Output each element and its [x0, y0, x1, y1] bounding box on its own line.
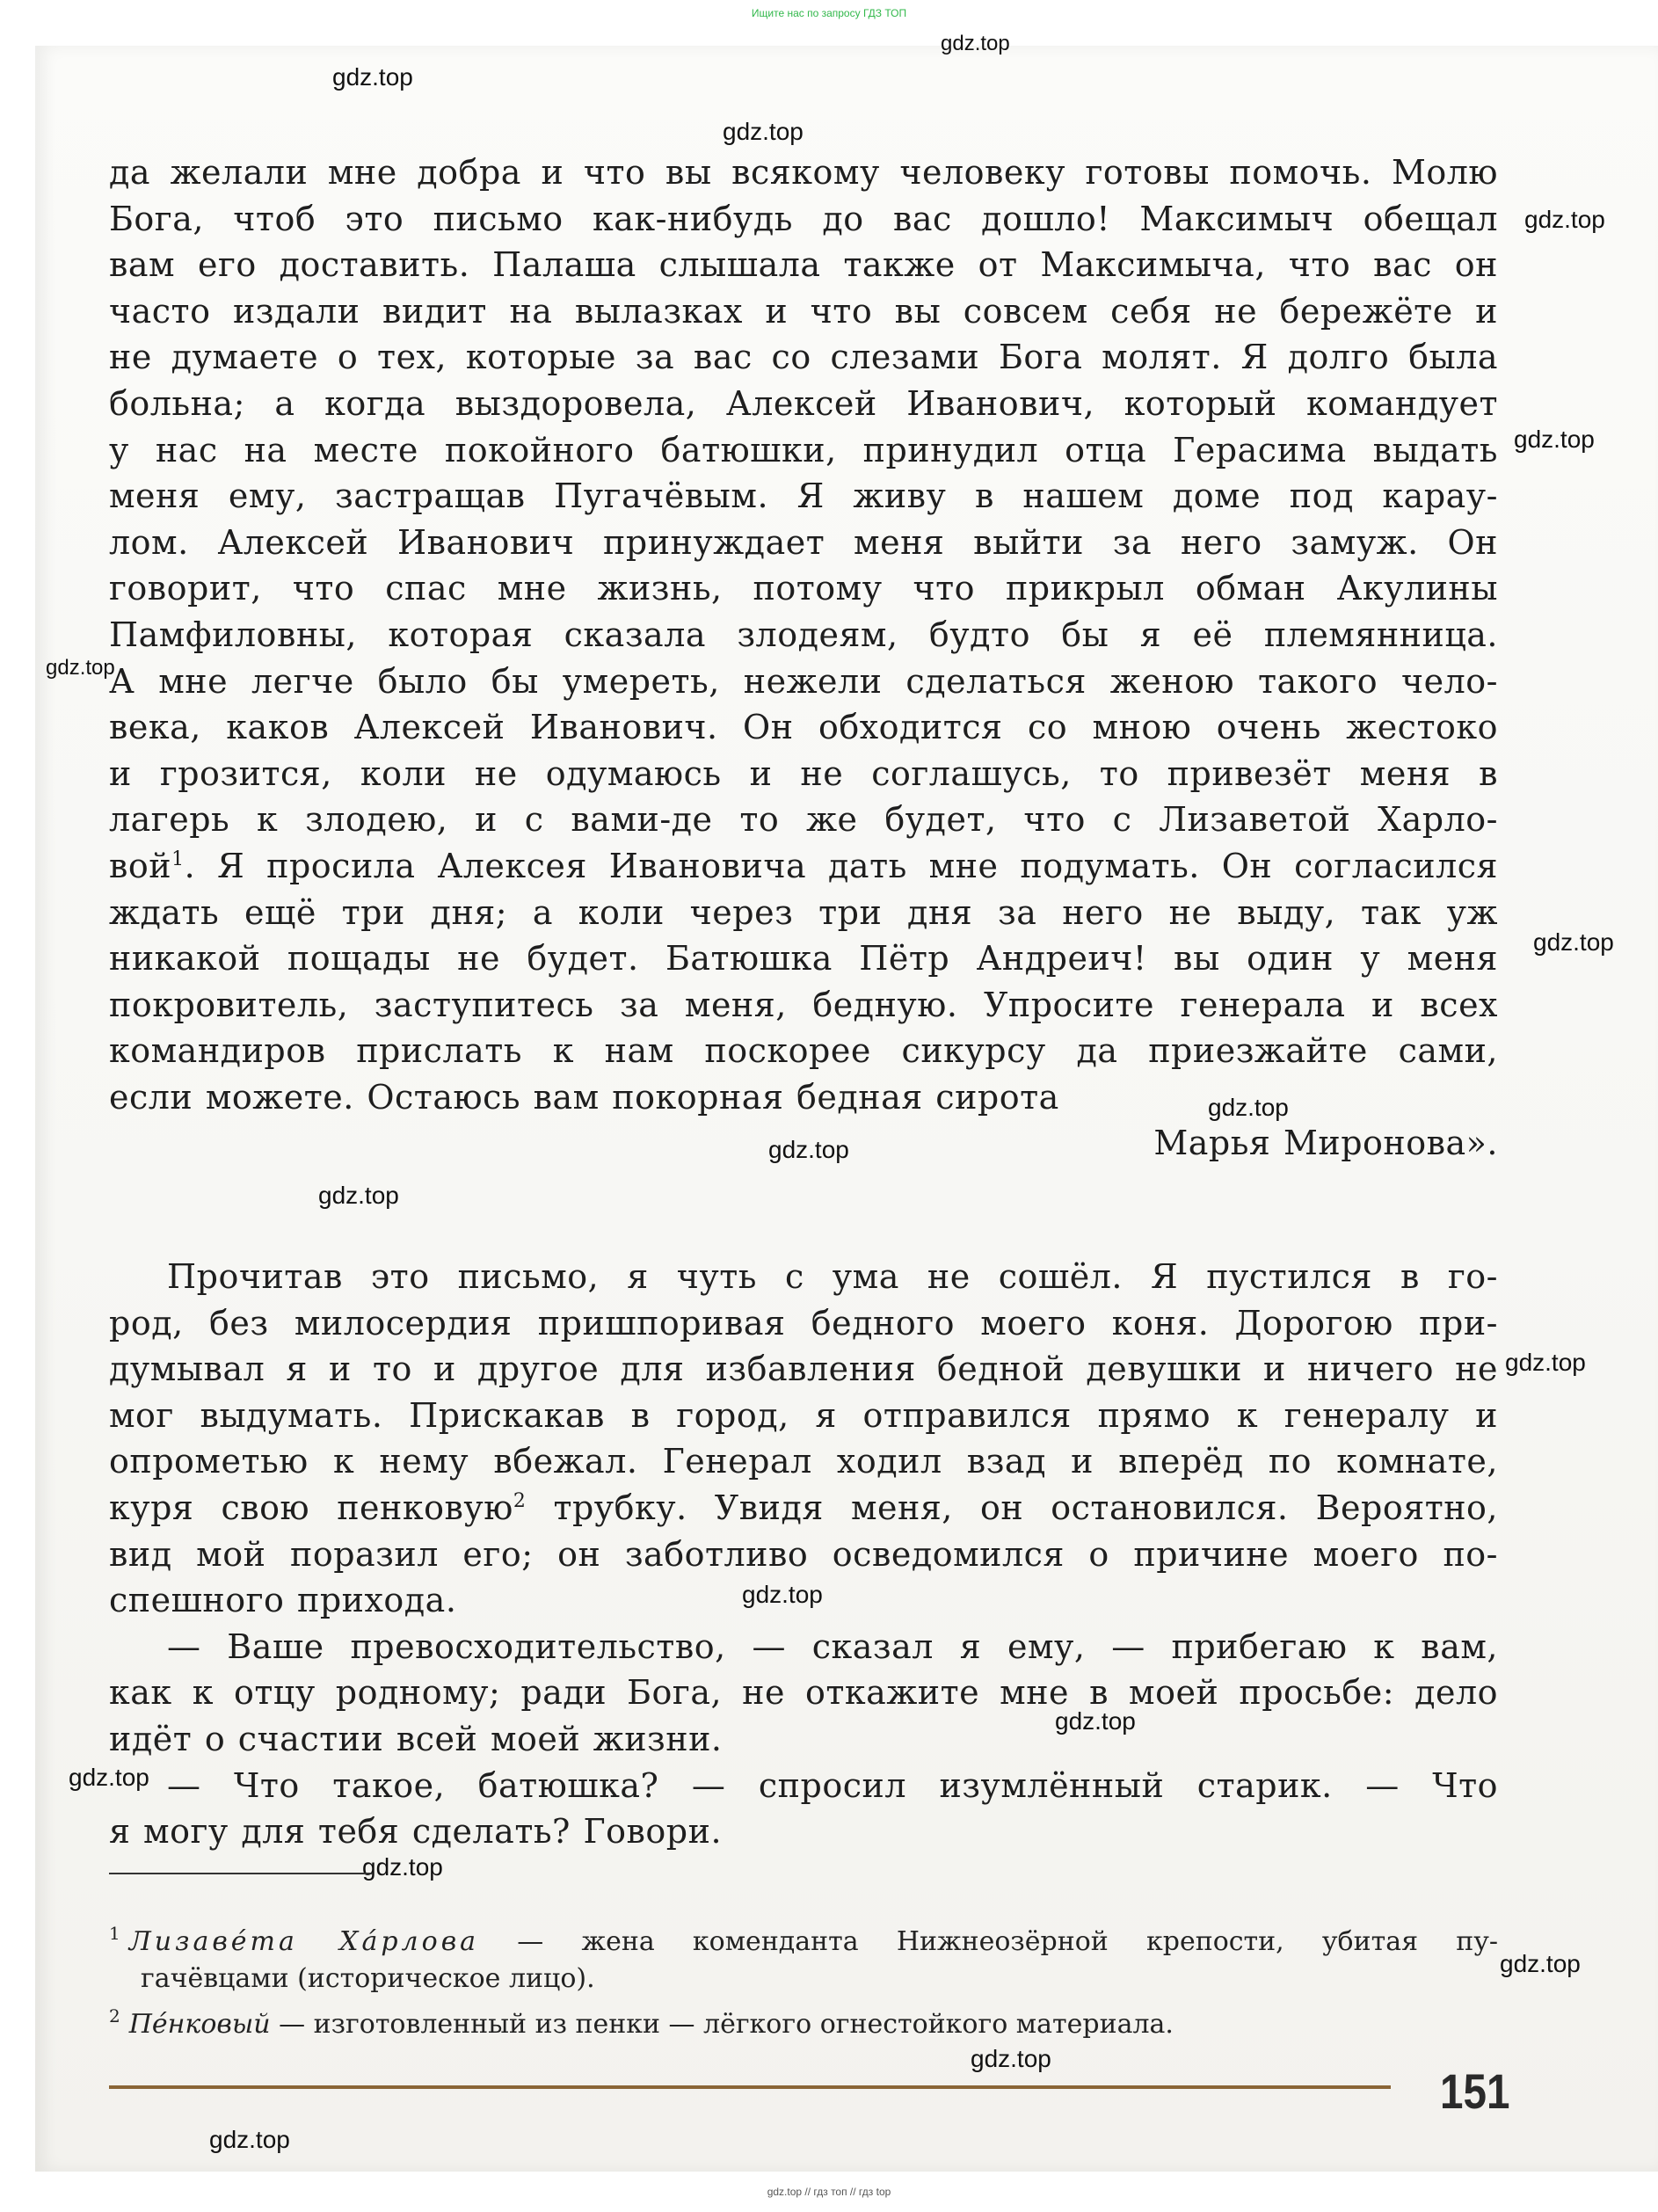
watermark: gdz.top	[1524, 206, 1605, 233]
text-line: меня ему, застращав Пугачёвым. Я живу в нашем доме под карау-	[109, 477, 1498, 516]
text-line: и грозится, коли не одумаюсь и не соглашусь, то привезёт меня в	[109, 753, 1498, 793]
page-number: 151	[1440, 2063, 1510, 2119]
text-fragment: вой	[109, 846, 172, 885]
text-line: никакой пощады не будет. Батюшка Пётр Андреич! вы один у меня	[109, 939, 1498, 979]
text-fragment: . Я просила Алексея Ивановича дать мне подумать. Он согласился	[184, 846, 1498, 885]
text-line: Памфиловны, которая сказала злодеям, будто бы я её племянница.	[109, 615, 1498, 654]
text-line: не думаете о тех, которые за вас со слезами Бога молят. Я долго была	[109, 338, 1498, 377]
text-line	[109, 1763, 1498, 1809]
footnote-ref: 1	[171, 848, 185, 870]
narrative-text	[109, 1254, 1498, 1855]
footnote-term: Лизавéта Хáрлова	[128, 1926, 480, 1957]
text-line: лом. Алексей Иванович принуждает меня выйти за него замуж. Он	[109, 522, 1498, 562]
text-line: лагерь к злодею, и с вами-де то же будет, что с Лизаветой Харло-	[109, 800, 1498, 840]
text-fragment: трубку. Увидя меня, он остановился. Вероятно,	[526, 1488, 1498, 1527]
watermark: gdz.top	[1500, 1950, 1581, 1977]
bottom-note: gdz.top // гдз топ // гдз top	[767, 2186, 891, 2198]
watermark: gdz.top	[723, 118, 804, 145]
text-line: если можете. Остаюсь вам покорная бедная сирота	[109, 1077, 1059, 1117]
page-bottom-rule	[109, 2085, 1391, 2089]
text-line: командиров прислать к нам поскорее сикурсу да приезжайте сами,	[109, 1031, 1498, 1071]
watermark: gdz.top	[971, 2045, 1051, 2072]
text-line: мог выдумать. Прискакав в город, я отправился прямо к генералу и	[109, 1395, 1498, 1435]
watermark: gdz.top	[362, 1853, 443, 1881]
footnote-text: — изготовленный из пенки — лёгкого огнестойкого материала.	[270, 2009, 1174, 2040]
footnote-ref: 2	[513, 1489, 527, 1512]
footnote-2	[109, 1997, 1498, 2043]
text-fragment: — Что такое, батюшка? — спросил изумлённый старик. — Что	[167, 1765, 1498, 1805]
text-line	[109, 1254, 1498, 1300]
watermark: gdz.top	[1514, 426, 1595, 453]
footnote-term: Пéнковый	[128, 2009, 271, 2040]
text-fragment: Прочитав это письмо, я чуть с ума не сошёл. Я пустился в го-	[167, 1257, 1498, 1296]
text-line	[109, 1485, 1498, 1532]
text-line: вид мой поразил его; он заботливо осведомился о причине моего по-	[109, 1534, 1498, 1574]
text-line: говорит, что спас мне жизнь, потому что прикрыл обман Акулины	[109, 569, 1498, 608]
watermark: gdz.top	[1505, 1349, 1586, 1376]
text-line: да желали мне добра и что вы всякому человеку готовы помочь. Молю	[109, 153, 1498, 192]
text-line	[109, 1624, 1498, 1670]
letter-signature: Марья Миронова».	[1153, 1124, 1498, 1163]
watermark: gdz.top	[209, 2126, 290, 2153]
top-note: Ищите нас по запросу ГДЗ ТОП	[751, 7, 907, 19]
text-line: как к отцу родному; ради Бога, не откажите мне в моей просьбе: дело	[109, 1673, 1498, 1713]
text-line: я могу для тебя сделать? Говори.	[109, 1812, 723, 1852]
text-line: ждать ещё три дня; а коли через три дня за него не выду, так уж	[109, 892, 1498, 932]
footnote-divider	[109, 1873, 373, 1874]
text-line: века, каков Алексей Иванович. Он обходится со мною очень жестоко	[109, 708, 1498, 747]
footnote-1-continuation: гачёвцами (историческое лицо).	[141, 1963, 595, 1994]
footnote-number: 1	[109, 1923, 120, 1944]
watermark: gdz.top	[742, 1581, 823, 1608]
letter-text	[109, 149, 1498, 1167]
watermark: gdz.top	[69, 1764, 149, 1791]
footnotes	[109, 1915, 1498, 2043]
text-line: вам его доставить. Палаша слышала также от Максимыча, что вас он	[109, 245, 1498, 285]
watermark: gdz.top	[1055, 1707, 1136, 1735]
watermark: gdz.top	[332, 63, 413, 91]
text-line: спешного прихода.	[109, 1581, 457, 1620]
footnote-number: 2	[109, 2005, 120, 2026]
watermark: gdz.top	[46, 656, 115, 680]
text-fragment: — Ваше превосходительство, — сказал я ему, — прибегаю к вам,	[167, 1626, 1498, 1666]
watermark: gdz.top	[941, 32, 1010, 55]
watermark: gdz.top	[1533, 928, 1614, 956]
text-line: часто издали видит на вылазках и что вы совсем себя не бережёте и	[109, 291, 1498, 331]
text-line: покровитель, заступитесь за меня, бедную. Упросите генерала и всех	[109, 985, 1498, 1024]
text-line: думывал я и то и другое для избавления бедной девушки и ничего не	[109, 1350, 1498, 1389]
watermark: gdz.top	[318, 1182, 399, 1209]
text-line	[109, 843, 1498, 890]
text-line: у нас на месте покойного батюшки, принудил отца Герасима выдать	[109, 430, 1498, 469]
text-line: А мне легче было бы умереть, нежели сделаться женою такого чело-	[109, 661, 1498, 701]
text-line: больна; а когда выздоровела, Алексей Иванович, который командует	[109, 383, 1498, 423]
watermark: gdz.top	[1208, 1094, 1289, 1121]
text-line: опрометью к нему вбежал. Генерал ходил взад и вперёд по комнате,	[109, 1442, 1498, 1481]
watermark: gdz.top	[768, 1136, 849, 1163]
text-fragment: куря свою пенковую	[109, 1488, 513, 1527]
text-line: род, без милосердия пришпоривая бедного моего коня. Дорогою при-	[109, 1303, 1498, 1342]
footnote-text: — жена коменданта Нижнеозёрной крепости, убитая пу-	[479, 1926, 1498, 1957]
footnote-1	[109, 1915, 1498, 1961]
text-line: идёт о счастии всей моей жизни.	[109, 1719, 723, 1758]
text-line: Бога, чтоб это письмо как-нибудь до вас дошло! Максимыч обещал	[109, 199, 1498, 238]
